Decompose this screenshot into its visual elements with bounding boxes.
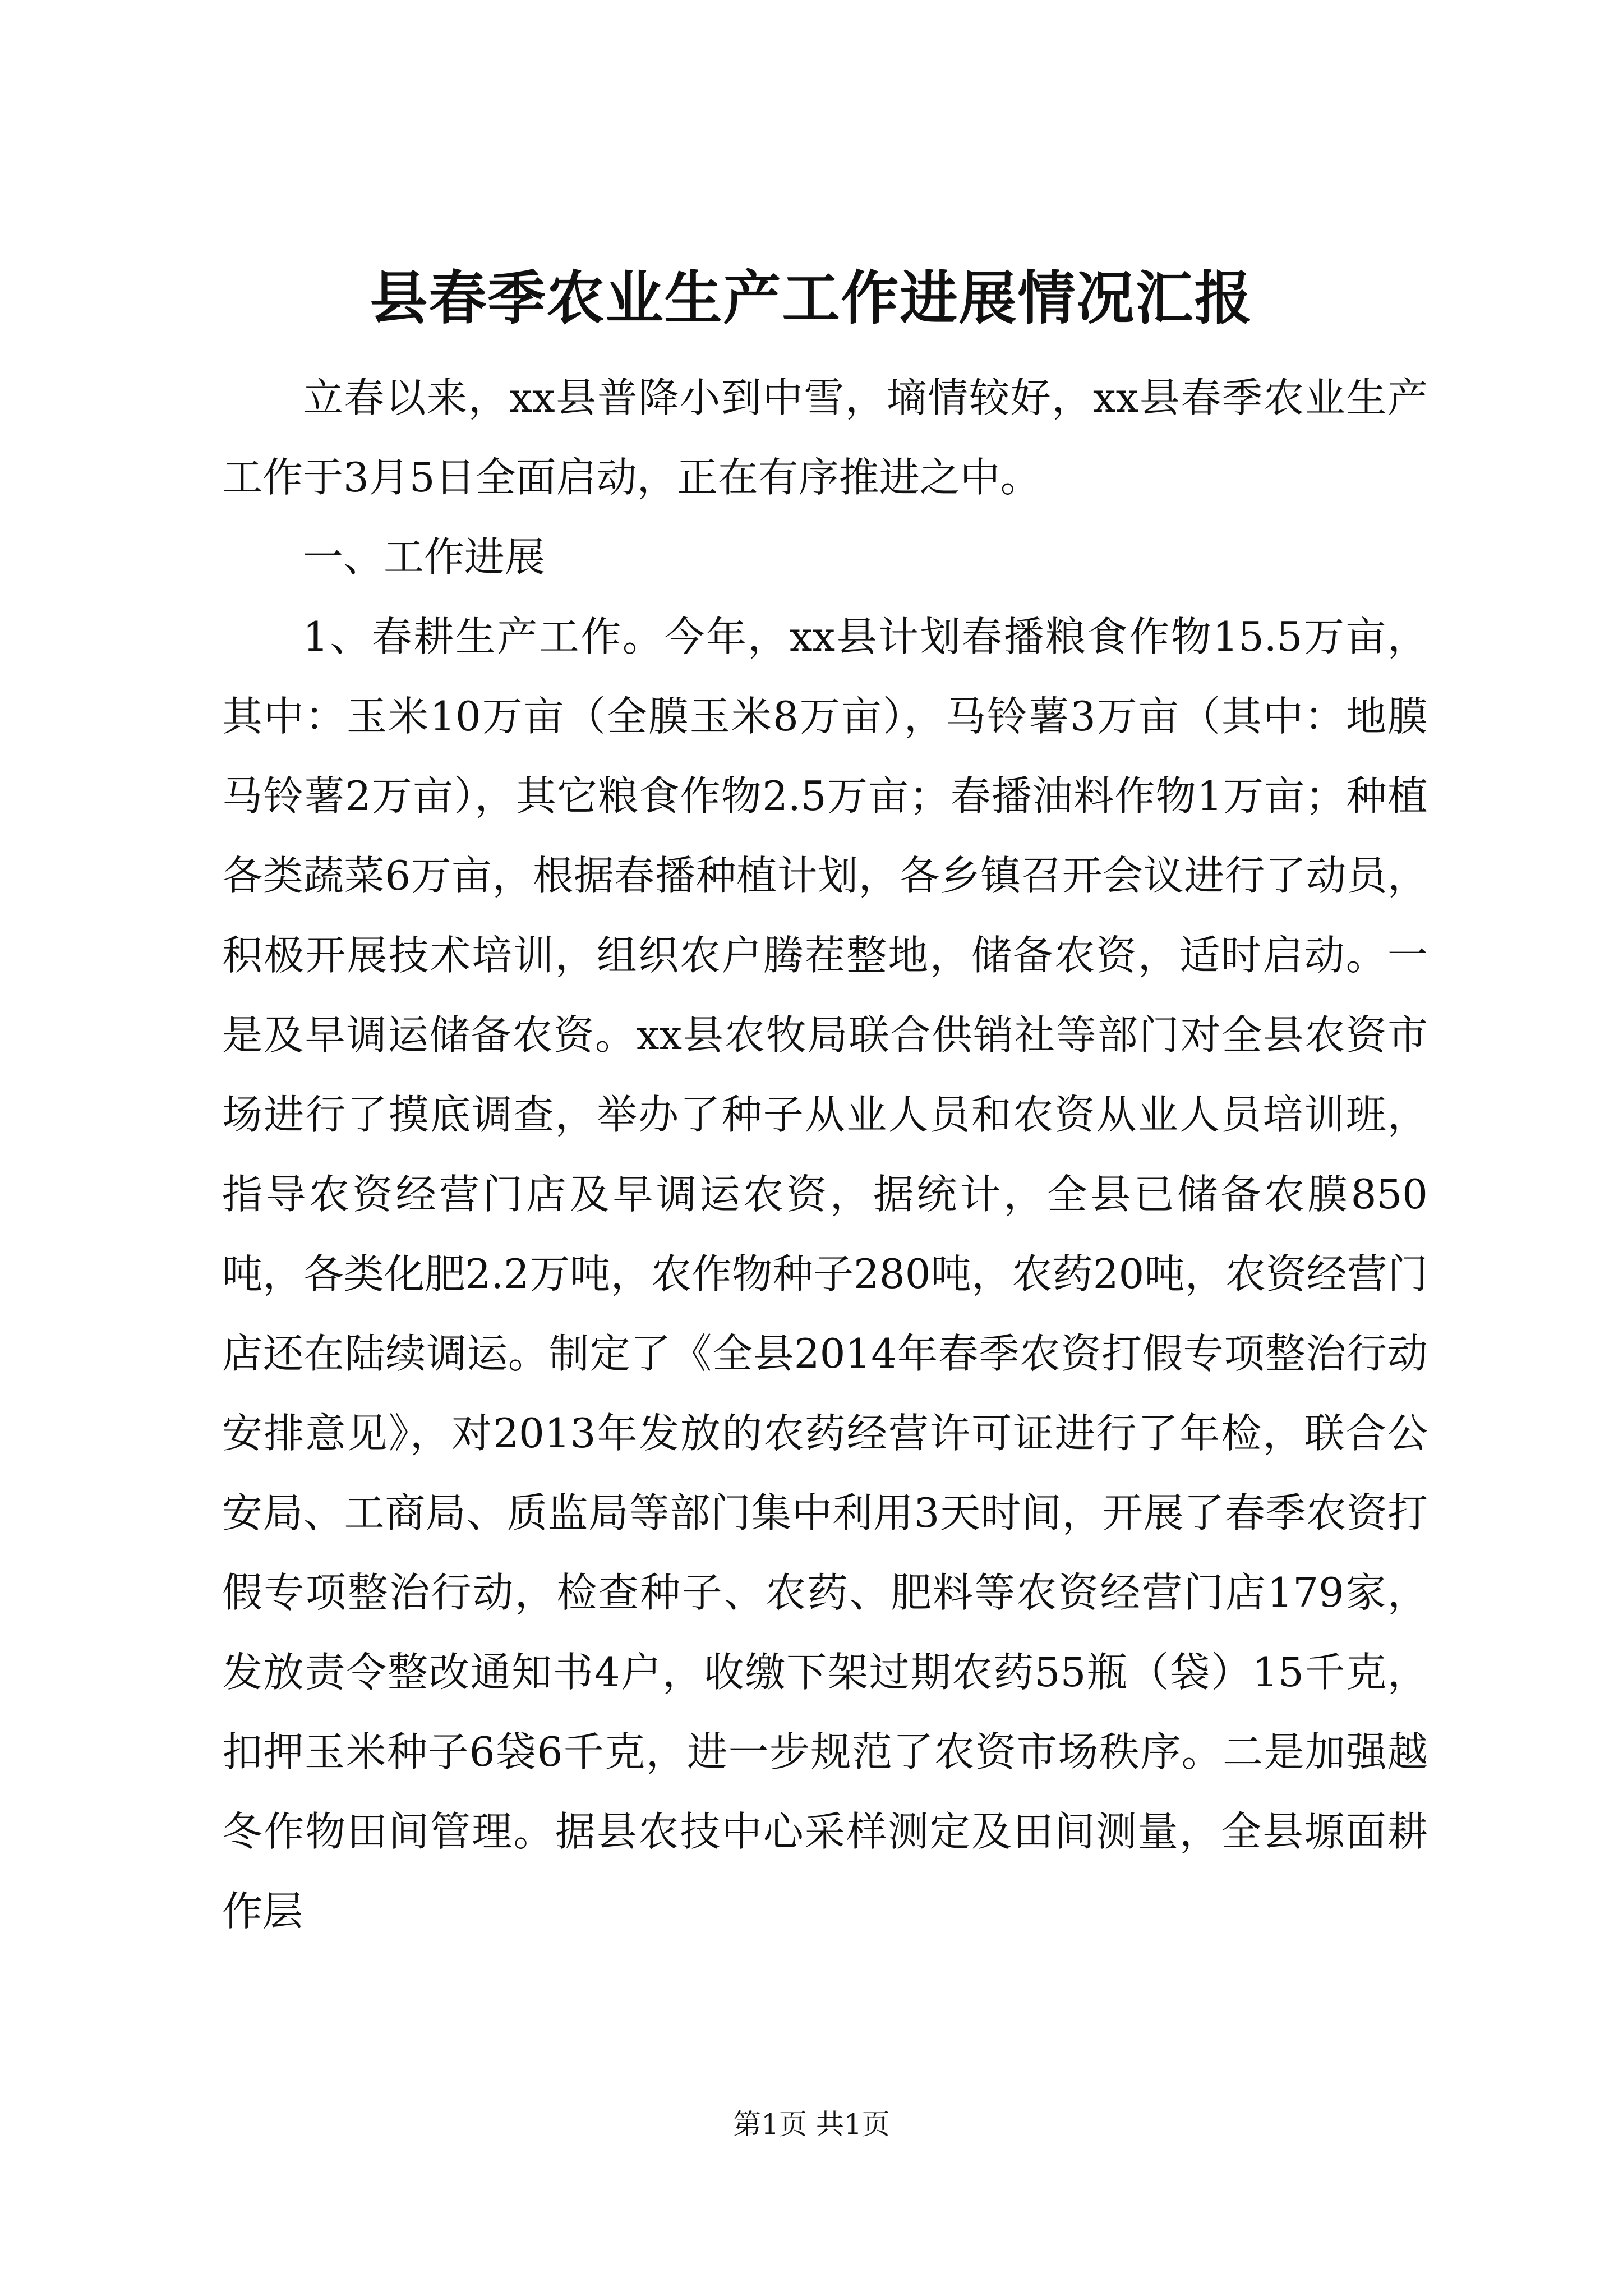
document-title: 县春季农业生产工作进展情况汇报 (370, 264, 1253, 332)
paragraph-intro: 立春以来，xx县普降小到中雪，墒情较好，xx县春季农业生产工作于3月5日全面启动，正在有序推进之中。 (222, 374, 1428, 501)
paragraph-spring-plowing: 1、春耕生产工作。今年，xx县计划春播粮食作物15.5万亩，其中：玉米10万亩（全膜玉米8万亩），马铃薯3万亩（其中：地膜马铃薯2万亩），其它粮食作物2.5万亩；春播油料作物1万亩；种植各类蔬菜6万亩，根据春播种植计划，各乡镇召开会议进行了动员，积极开展技术培训，组织农户腾茬整地，储备农资，适时启动。一是及早调运储备农资。xx县农牧局联合供销社等部门对全县农资市场进行了摸底调查，举办了种子从业人员和农资从业人员培训班，指导农资经营门店及早调运农资，据统计，全县已储备农膜850吨，各类化肥2.2万吨，农作物种子280吨，农药20吨，农资经营门店还在陆续调运。制定了《全县2014年春季农资打假专项整治行动安排意见》，对2013年发放的农药经营许可证进行了年检，联合公安局、工商局、质监局等部门集中利用3天时间，开展了春季农资打假专项整治行动，检查种子、农药、肥料等农资经营门店179家，发放责令整改通知书4户，收缴下架过期农药55瓶（袋）15千克，扣押玉米种子6袋6千克，进一步规范了农资市场秩序。二是加强越冬作物田间管理。据县农技中心采样测定及田间测量，全县塬面耕作层 (222, 613, 1428, 1935)
page-number-footer: 第1页 共1页 (733, 2108, 890, 2141)
section-heading-work-progress: 一、工作进展 (303, 533, 546, 581)
document-body (222, 358, 1428, 1951)
